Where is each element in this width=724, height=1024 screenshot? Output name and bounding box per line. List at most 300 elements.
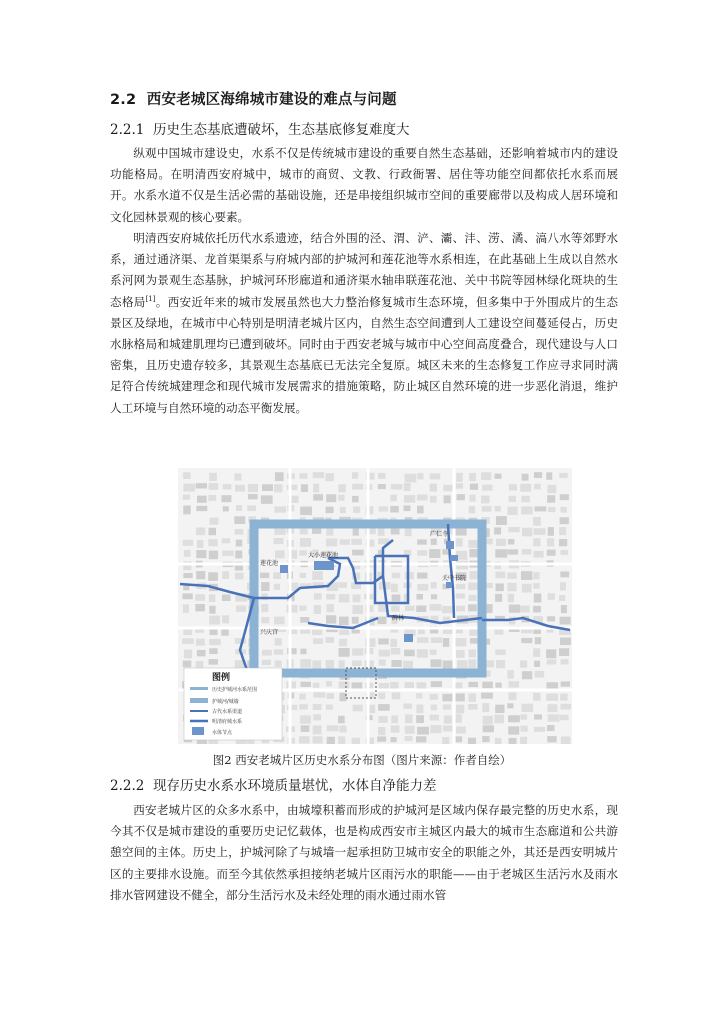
city-block [559,648,569,656]
city-block [405,714,413,723]
city-block [183,505,190,514]
city-block [261,617,269,623]
city-block [222,538,231,543]
city-block [496,660,505,668]
city-block [522,474,529,481]
city-block [378,638,388,644]
city-block [403,661,413,670]
city-block [313,725,322,734]
city-block [547,616,555,621]
city-block [547,659,557,664]
city-block [456,726,466,733]
city-block [456,606,465,612]
city-block [431,539,437,545]
city-block [299,694,305,700]
city-block [456,736,463,742]
city-block [209,594,215,602]
city-block [559,527,566,535]
city-block [196,483,207,488]
city-block [326,615,336,623]
city-block [275,638,282,645]
city-block [456,538,463,546]
city-block [522,704,534,712]
city-block [548,485,557,493]
city-block [456,650,465,658]
city-block [534,506,546,511]
city-block [222,615,229,623]
map-label: 大小莲花池 [308,552,339,559]
city-block [274,484,282,492]
city-block [482,485,492,491]
city-block [508,726,519,734]
city-block [353,507,360,513]
city-block [235,573,244,580]
city-block [457,494,465,500]
city-block [509,692,517,700]
city-block [353,705,363,712]
city-block [326,507,334,514]
paragraph-with-citation [110,228,618,419]
city-block [313,472,325,478]
city-block [559,595,565,601]
city-block [495,705,504,713]
city-block [378,473,386,479]
city-block [533,572,539,579]
city-block [560,704,571,710]
city-block [339,648,350,657]
paragraph: 纵观中国城市建设史，水系不仅是传统城市建设的重要自然生态基础，还影响着城市内的建设功能格局。在明清西安府城中，城市的商贸、文教、行政衙署、居住等功能空间都依托水系而展开。水系水道不仅是生活必需的基础设施，还是串接组织城市空间的重要廊带以及构成人居环境和文化园林景观的核心要素。 [110,146,618,224]
city-block [496,516,507,525]
city-block [430,725,441,733]
city-block [417,550,427,555]
map-label: 关中书院 [442,575,467,582]
city-block [507,573,516,579]
city-block [470,638,479,644]
map-label: 莲花池 [260,560,279,567]
city-block [184,650,192,659]
city-block [456,483,463,489]
city-block [391,484,402,489]
city-block [496,539,506,546]
city-block [391,725,400,732]
city-block [209,659,218,665]
city-block [520,737,527,744]
city-block [521,638,532,643]
city-block [521,507,532,515]
city-block [353,595,361,603]
city-block [326,528,333,536]
city-block [390,682,398,689]
city-block [183,661,192,668]
city-block [183,484,195,492]
city-block [533,693,540,701]
city-block [183,540,193,546]
city-block [404,650,415,657]
city-block [494,715,504,724]
city-block [378,484,386,489]
city-block [470,484,478,490]
city-block [495,738,502,744]
city-block [533,648,540,657]
city-block [417,506,424,514]
city-block [495,549,507,557]
city-block [444,715,452,723]
city-block [507,703,513,708]
city-block [301,725,310,732]
city-block [442,606,453,613]
city-block [327,604,334,612]
city-block [352,472,358,479]
city-block [314,605,321,614]
city-block [223,506,229,511]
city-block [417,682,427,688]
city-block [299,550,307,555]
city-block [560,715,568,721]
city-block [339,582,347,588]
city-block [260,573,269,579]
city-block [340,539,350,544]
city-block [338,495,344,501]
city-block [392,594,401,601]
city-block [287,605,298,613]
city-block [455,584,465,589]
city-block [455,593,465,598]
city-block [195,604,205,611]
city-block [261,604,268,612]
city-block [481,693,493,699]
city-block [196,506,207,511]
city-block [417,584,428,591]
city-block [417,573,427,579]
city-block [444,495,451,503]
city-block [455,528,467,536]
city-block [312,528,321,534]
city-block [561,605,567,613]
city-block [352,738,360,744]
city-block [391,648,400,654]
city-block [560,494,569,500]
city-block [405,528,412,536]
city-block [313,683,320,688]
city-block [300,507,312,516]
city-block [442,737,449,744]
city-block [509,605,520,613]
city-block [431,582,437,588]
city-block [392,692,401,699]
city-block [534,714,542,719]
city-block [352,605,363,614]
city-block [210,518,219,525]
city-block [327,725,339,731]
city-block [548,714,560,721]
city-block [416,594,423,600]
city-block [535,637,541,644]
city-block [248,484,258,492]
subsection-title-2 [110,774,436,794]
city-block [339,660,345,668]
legend-item: 护城河/城墙 [212,699,239,705]
city-block [404,495,415,503]
city-block [209,639,220,645]
city-block [468,682,478,687]
city-block [209,551,218,560]
city-block [522,549,531,555]
city-block [443,725,453,731]
city-block [312,571,323,580]
city-block [209,606,215,614]
city-block [431,594,437,599]
city-block [508,539,514,544]
city-block [313,704,322,710]
city-block [546,649,556,658]
legend-item: 明清府城水系 [212,719,243,725]
city-block [494,527,501,534]
city-block [327,737,335,744]
city-block [431,705,437,711]
city-block [247,506,256,511]
city-block [403,703,411,708]
city-block [496,583,504,591]
city-block [560,617,571,625]
city-block [300,538,311,547]
city-block [430,496,437,503]
city-block [339,617,349,626]
city-block [327,693,334,699]
city-block [456,638,467,646]
city-block [377,617,386,625]
city-block [405,682,414,688]
city-block [482,506,492,512]
city-block [379,650,390,657]
city-block [183,494,190,499]
city-block [340,693,347,701]
city-block [391,660,401,667]
subsection-title-text: 历史生态基底遭破坏，生态基底修复难度大 [152,122,410,138]
city-block [560,572,569,578]
city-block [431,681,442,687]
city-block [534,528,546,535]
water-system-map [178,468,572,744]
city-block [182,638,194,644]
city-block [405,736,413,741]
section-title [110,88,397,109]
city-block [405,474,417,483]
city-block [469,473,476,481]
city-block [561,681,570,686]
city-block [508,527,519,532]
city-block [405,726,415,734]
city-block [352,496,359,502]
city-block [261,495,273,503]
city-block [560,507,567,513]
map-label: 碑林 [392,615,405,622]
city-block [522,528,532,537]
city-block [534,472,542,478]
city-block [196,527,205,535]
city-block [416,704,423,713]
city-block [299,736,309,743]
city-block [208,528,216,535]
city-block [195,594,205,601]
city-block [443,660,453,669]
city-block [547,495,555,503]
map-label: 广仁寺 [430,531,449,538]
city-block [274,617,284,625]
city-block [509,738,517,744]
city-block [469,495,475,502]
city-block [391,606,400,612]
city-block [547,550,556,556]
city-block [533,517,541,526]
city-block [326,660,334,669]
city-block [339,681,350,688]
legend-item: 古代水系渠道 [212,709,243,715]
city-block [417,649,428,657]
city-block [509,484,517,490]
city-block [534,594,542,603]
city-block [456,714,462,723]
city-block [287,485,297,490]
city-block [377,736,386,741]
city-block [391,716,398,724]
city-block [535,671,545,678]
city-block [287,705,297,710]
city-block [430,473,440,479]
city-block [300,682,311,687]
city-block [468,604,477,611]
city-block [300,649,306,655]
city-block [313,692,325,697]
city-block [301,484,308,492]
city-block [299,473,307,479]
city-block [182,593,192,599]
subsection-number: 2.2.1 [110,122,145,138]
city-block [495,594,502,602]
city-block [378,727,385,735]
city-block [248,494,258,499]
city-block [235,550,242,558]
city-block [468,738,476,744]
city-block [378,693,385,700]
city-block [234,516,245,524]
city-block [559,539,567,546]
city-block [482,703,489,712]
city-block [548,704,558,712]
city-block [404,483,411,491]
legend-title: 图例 [212,673,231,683]
city-block [547,538,554,546]
city-block [235,529,244,535]
map-label: 兴庆宫 [260,629,279,636]
city-block [196,661,204,668]
city-block [183,573,192,578]
city-block [416,715,424,723]
city-block [300,715,311,723]
city-block [481,472,491,480]
city-block [299,606,306,611]
city-block [274,584,280,590]
city-block [236,505,242,511]
city-block [561,659,569,664]
city-block [507,583,516,591]
city-block [509,496,516,502]
city-block [379,660,386,666]
city-block [522,584,532,593]
city-block [312,660,321,668]
city-block [262,484,273,491]
city-block [352,648,363,655]
city-block [300,659,311,668]
city-block [390,495,397,502]
paragraph-text: 明清西安府城依托历代水系遗迹，结合外围的泾、渭、浐、灞、沣、涝、潏、滈八水等郊野水系，通过通济渠、龙首渠渠系与府城内部的护城河和莲花池等水系相连，在此基础上生成以自然水系河网为景观生态基脉，护城河环形廊道和通济渠水轴串联莲花池、关中书院等园林绿化斑块的生态格局[1]。西安近年来的城市发展虽然也大力整治修复城市生态环境，但多集中于外围成片的生态景区及绿地，在城市中心特别是明清老城片区内，自然生态空间遭到人工建设空间蔓延侵占，历史水脉格局和城建肌理均已遭到破坏。同时由于西安老城与城市中心空间高度叠合，现代建设与人口密集，且历史遗存较多，其景观生态基底已无法完全复原。城区未来的生态修复工作应寻求同时满足符合传统城建理念和现代城市发展需求的措施策略，防止城区自然环境的进一步恶化消退，维护人工环境与自然环境的动态平衡发展。 [110,231,618,415]
city-block [273,538,283,544]
city-block [352,660,362,666]
city-block [391,584,398,593]
city-block [196,639,205,646]
city-block [326,704,333,709]
city-block [340,507,346,513]
city-block [183,604,189,613]
city-block [507,549,518,554]
city-block [468,704,477,710]
city-block [208,572,218,581]
city-block [546,694,558,701]
citation-ref[interactable]: [1] [145,294,156,303]
city-block [378,704,390,711]
city-block [430,659,441,667]
city-block [430,694,438,700]
city-block [300,573,306,578]
city-block [417,727,429,735]
city-block [339,594,350,602]
city-block [405,572,414,579]
city-block [404,505,411,511]
city-block [548,527,554,536]
city-block [548,593,555,600]
city-block [507,507,517,515]
city-block [339,639,347,647]
city-block [209,473,217,481]
city-block [520,714,527,719]
city-block [234,473,241,480]
section-title-text: 西安老城区海绵城市建设的难点与问题 [146,92,397,108]
city-block [468,659,476,668]
city-block [495,649,505,655]
city-block [442,694,453,702]
city-block [338,736,345,744]
city-block [352,617,359,624]
city-block [222,551,234,556]
city-block [313,638,323,644]
subsection-title-1 [110,118,409,138]
city-block [417,637,428,643]
city-block [275,550,285,558]
city-block [548,507,556,512]
city-block [338,484,345,492]
city-block [262,660,271,665]
city-block [197,650,206,656]
city-block [209,483,219,490]
city-block [416,693,422,698]
subsection-title-text: 现存历史水系水环境质量堪忧，水体自净能力差 [152,778,437,794]
map-legend [184,668,282,740]
city-block [196,571,205,579]
city-block [262,650,272,656]
city-block [482,682,493,689]
city-block [273,572,281,579]
city-block [416,605,426,612]
city-block [534,484,541,490]
